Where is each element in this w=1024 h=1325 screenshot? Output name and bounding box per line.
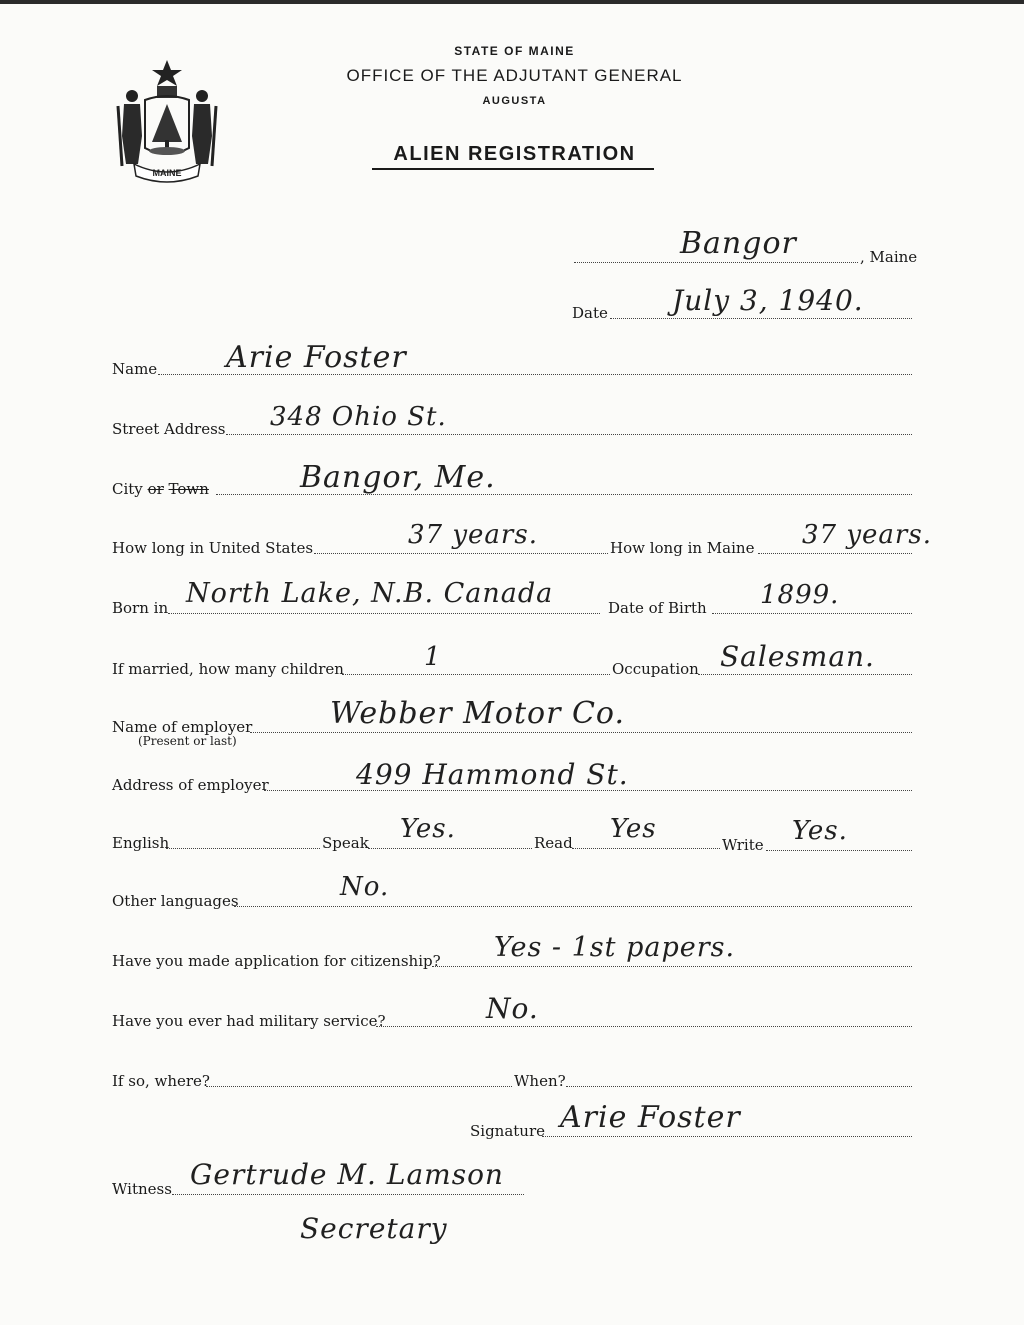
employer-address-label: Address of employer	[112, 776, 269, 794]
children-label: If married, how many children	[112, 660, 344, 678]
how-long-us-value: 37 years.	[408, 520, 538, 550]
other-languages-label: Other languages	[112, 892, 239, 910]
signature-line	[542, 1136, 912, 1137]
header-state: STATE OF MAINE	[454, 44, 575, 58]
title-underline	[372, 168, 654, 170]
how-long-me-line	[758, 553, 912, 554]
where-label: If so, where?	[112, 1072, 210, 1090]
read-label: Read	[534, 834, 573, 852]
witness-title: Secretary	[300, 1212, 448, 1245]
when-label: When?	[514, 1072, 566, 1090]
born-label: Born in	[112, 599, 169, 617]
employer-sub-label: (Present or last)	[138, 734, 237, 748]
speak-line	[368, 848, 532, 849]
name-value: Arie Foster	[226, 340, 407, 375]
street-value: 348 Ohio St.	[270, 402, 447, 432]
place-value: Bangor	[680, 226, 797, 261]
city-word: City	[112, 480, 143, 498]
dob-value: 1899.	[760, 580, 840, 610]
date-value: July 3, 1940.	[672, 284, 864, 317]
read-line	[572, 848, 720, 849]
seal-banner-text: MAINE	[152, 168, 182, 178]
signature-value: Arie Foster	[560, 1100, 741, 1135]
write-label: Write	[722, 836, 764, 854]
write-value: Yes.	[792, 816, 848, 846]
citizenship-value: Yes - 1st papers.	[494, 932, 736, 963]
speak-value: Yes.	[400, 814, 456, 844]
military-label: Have you ever had military service?	[112, 1012, 386, 1030]
city-label	[112, 480, 209, 498]
form-title: ALIEN REGISTRATION	[393, 143, 636, 165]
other-languages-line	[234, 906, 912, 907]
born-value: North Lake, N.B. Canada	[186, 578, 554, 609]
date-line	[610, 318, 912, 319]
english-label: English	[112, 834, 170, 852]
header-city: AUGUSTA	[482, 95, 547, 107]
dob-label: Date of Birth	[608, 599, 707, 617]
dob-line	[712, 613, 912, 614]
how-long-me-label: How long in Maine	[610, 539, 755, 557]
where-line	[206, 1086, 512, 1087]
scan-border	[0, 0, 1024, 4]
signature-label: Signature	[470, 1122, 546, 1140]
read-value: Yes	[610, 814, 657, 844]
street-label: Street Address	[112, 420, 226, 438]
children-value: 1	[424, 642, 442, 672]
write-line	[766, 850, 912, 851]
speak-label: Speak	[322, 834, 369, 852]
place-line	[574, 262, 858, 263]
header-office: OFFICE OF THE ADJUTANT GENERAL	[346, 66, 683, 85]
other-languages-value: No.	[340, 872, 390, 902]
name-label: Name	[112, 360, 158, 378]
date-label: Date	[572, 304, 608, 322]
occupation-line	[698, 674, 912, 675]
city-value: Bangor, Me.	[300, 460, 496, 495]
occupation-label: Occupation	[612, 660, 699, 678]
witness-value: Gertrude M. Lamson	[190, 1158, 504, 1191]
how-long-us-line	[314, 553, 608, 554]
when-line	[566, 1086, 912, 1087]
town-word: Town	[168, 480, 209, 498]
employer-value: Webber Motor Co.	[330, 696, 625, 731]
employer-address-value: 499 Hammond St.	[356, 758, 629, 791]
how-long-us-label: How long in United States	[112, 539, 314, 557]
how-long-me-value: 37 years.	[802, 520, 932, 550]
witness-label: Witness	[112, 1180, 172, 1198]
born-line	[168, 613, 600, 614]
citizenship-label: Have you made application for citizenship?	[112, 952, 441, 970]
military-line	[376, 1026, 912, 1027]
or-word: or	[147, 480, 164, 498]
employer-label: Name of employer	[112, 718, 253, 736]
citizenship-line	[432, 966, 912, 967]
english-line	[166, 848, 320, 849]
witness-line	[172, 1194, 524, 1195]
street-line	[226, 434, 912, 435]
occupation-value: Salesman.	[720, 640, 875, 673]
military-value: No.	[486, 992, 539, 1025]
children-line	[342, 674, 610, 675]
place-suffix: , Maine	[860, 248, 918, 266]
employer-line	[250, 732, 912, 733]
